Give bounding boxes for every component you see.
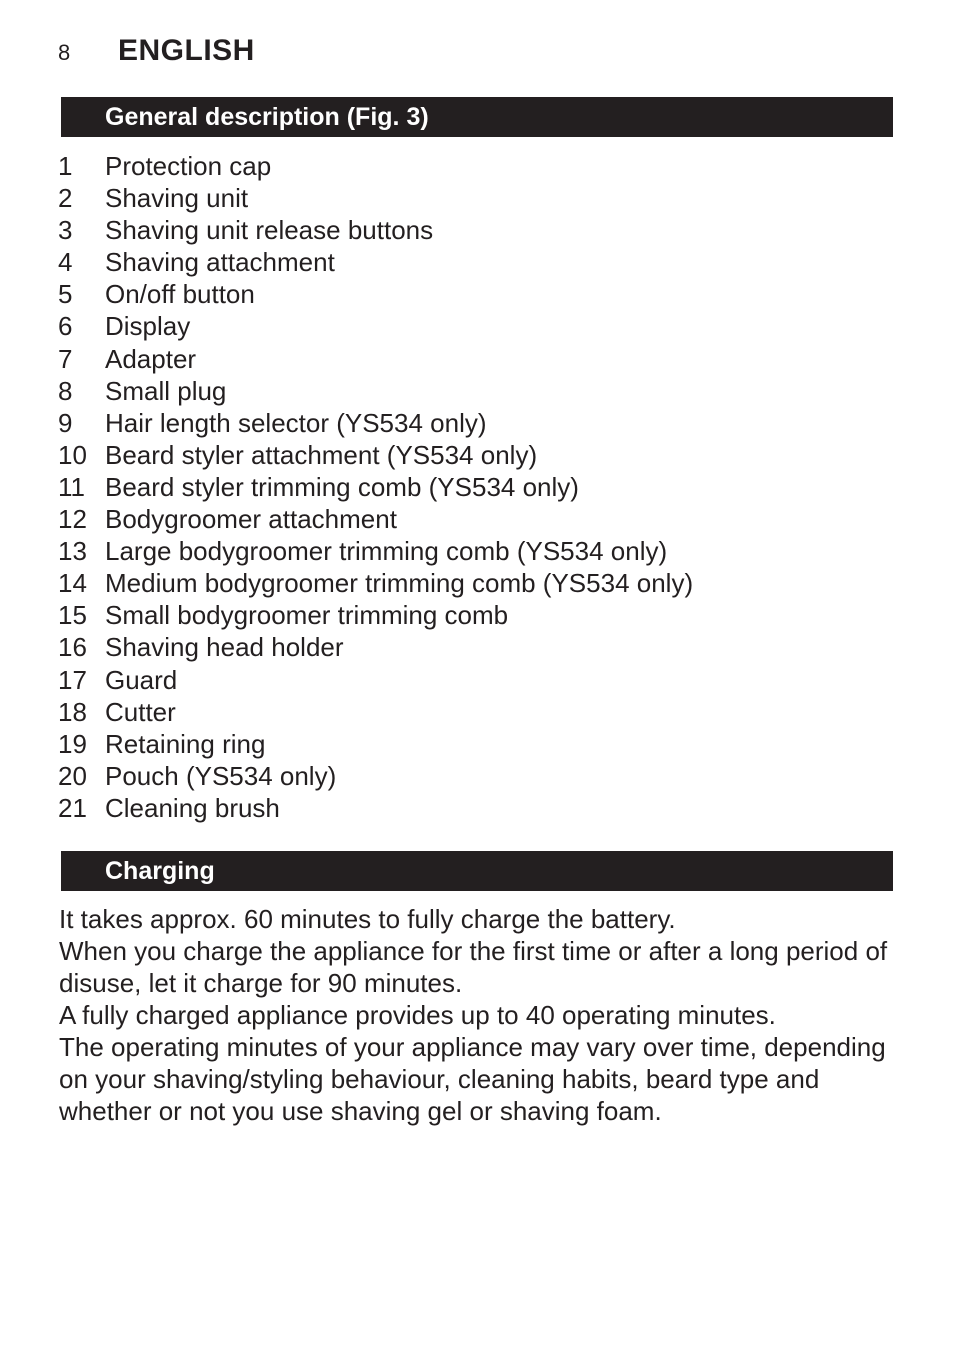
list-item-label: Small plug [105,375,227,406]
list-item-number: 16 [58,632,87,663]
list-item-number: 15 [58,600,87,631]
list-item-label: Medium bodygroomer trimming comb (YS534 only) [105,568,694,599]
list-item [58,599,693,631]
list-item [58,760,693,792]
list-item-label: Retaining ring [105,728,266,759]
list-item [58,278,693,310]
list-item-label: Adapter [105,343,197,374]
list-item-label: On/off button [105,279,255,310]
list-item-number: 18 [58,696,87,727]
section-heading-charging: Charging [61,851,893,891]
list-item-number: 1 [58,151,73,181]
list-item [58,375,693,407]
list-item-number: 8 [58,375,73,406]
list-item-number: 17 [58,664,87,695]
list-item-number: 7 [58,343,73,374]
list-item [58,535,693,567]
paragraph: A fully charged appliance provides up to 40 operating minutes. [59,1000,776,1030]
list-item [58,343,693,375]
paragraph: The operating minutes of your appliance may vary over time, depending on your shaving/styling behaviour, cleaning habits, beard type and whether or not you use shaving gel or shaving foam. [59,1032,886,1126]
list-item-label: Cutter [105,696,176,727]
list-item [58,567,693,599]
list-item-number: 3 [58,215,73,246]
list-item-label: Shaving attachment [105,247,335,278]
list-item-label: Beard styler trimming comb (YS534 only) [105,471,579,502]
list-item-number: 14 [58,568,87,599]
list-item [58,246,693,278]
list-item-label: Shaving unit [105,183,249,214]
paragraph: It takes approx. 60 minutes to fully charge the battery. [59,904,676,934]
list-item-label: Shaving unit release buttons [105,215,434,246]
list-item-number: 9 [58,407,73,438]
list-item-number: 19 [58,728,87,759]
list-item-number: 13 [58,536,87,567]
list-item [58,150,693,182]
list-item-number: 6 [58,311,73,342]
list-item [58,310,693,342]
list-item [58,503,693,535]
list-item [58,182,693,214]
list-item-number: 11 [58,471,85,502]
list-item [58,664,693,696]
list-item-label: Beard styler attachment (YS534 only) [105,439,538,470]
list-item-label: Hair length selector (YS534 only) [105,407,487,438]
list-item-label: Shaving head holder [105,632,344,663]
list-item-number: 21 [58,792,87,823]
list-item-label: Pouch (YS534 only) [105,760,337,791]
list-item-label: Small bodygroomer trimming comb [105,600,509,631]
list-item-number: 5 [58,279,73,310]
list-item-label: Display [105,311,191,342]
page-header [58,34,255,68]
list-item-label: Guard [105,664,178,695]
list-item [58,696,693,728]
list-item-label: Large bodygroomer trimming comb (YS534 only) [105,536,668,567]
section-heading-general-description: General description (Fig. 3) [61,97,893,137]
list-item-label: Bodygroomer attachment [105,504,397,535]
parts-list [58,150,693,824]
list-item-number: 20 [58,760,87,791]
list-item-number: 2 [58,183,73,214]
list-item [58,439,693,471]
list-item [58,728,693,760]
list-item-number: 10 [58,439,87,470]
list-item-number: 4 [58,247,73,278]
list-item [58,631,693,663]
list-item [58,471,693,503]
language-title: ENGLISH [118,34,255,67]
page-number: 8 [58,40,71,65]
list-item [58,407,693,439]
list-item [58,792,693,824]
list-item [58,214,693,246]
charging-text [59,903,899,1127]
list-item-label: Protection cap [105,151,272,181]
list-item-number: 12 [58,504,87,535]
list-item-label: Cleaning brush [105,792,280,823]
paragraph: When you charge the appliance for the first time or after a long period of disuse, let it charge for 90 minutes. [59,936,888,998]
